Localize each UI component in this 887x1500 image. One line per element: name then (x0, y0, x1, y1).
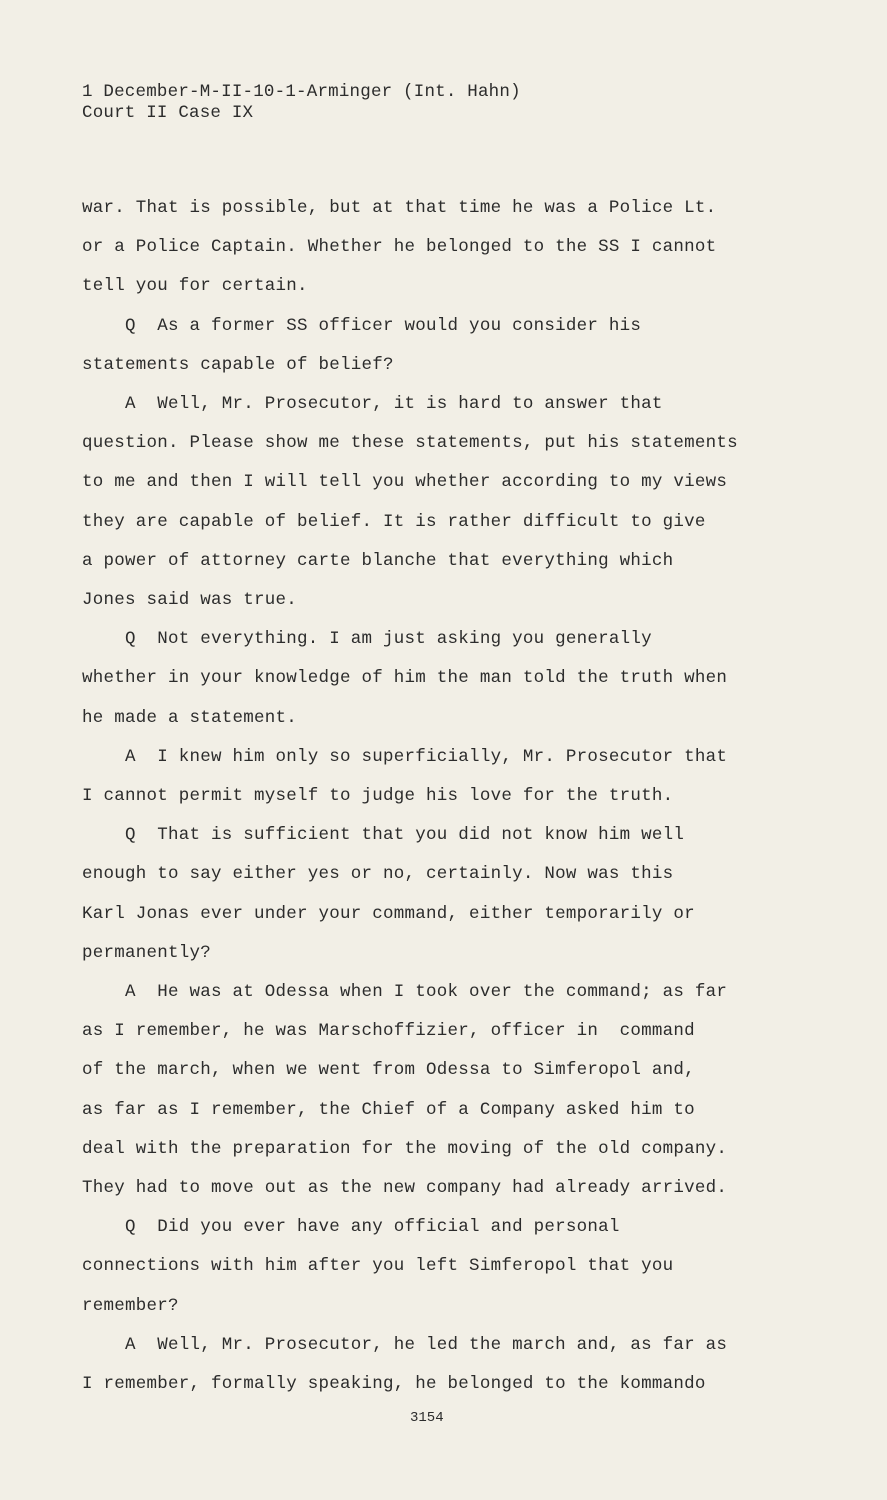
text-line: a power of attorney carte blanche that everything which (82, 550, 674, 571)
text-line: They had to move out as the new company had already arrived. (82, 1178, 728, 1198)
text-line: whether in your knowledge of him the man told the truth when (82, 668, 728, 689)
text-line: A I knew him only so superficially, Mr. Prosecutor that (82, 746, 728, 767)
text-line: A Well, Mr. Prosecutor, he led the march and, as far as (82, 1334, 728, 1355)
text-line: as far as I remember, the Chief of a Company asked him to (82, 1099, 695, 1120)
text-line: war. That is possible, but at that time he was a Police Lt. (82, 198, 717, 218)
text-line: Q As a former SS officer would you consider his (82, 315, 642, 336)
page-number: 3154 (410, 1410, 444, 1426)
text-line: Q That is sufficient that you did not know him well (82, 825, 685, 846)
text-line: connections with him after you left Simferopol that you (82, 1256, 674, 1277)
text-line: statements capable of belief? (82, 354, 394, 375)
text-line: I remember, formally speaking, he belonged to the kommando (82, 1374, 706, 1394)
text-line: A Well, Mr. Prosecutor, it is hard to answer that (82, 394, 663, 414)
text-line: remember? (82, 1295, 179, 1316)
text-line: they are capable of belief. It is rather difficult to give (82, 511, 706, 532)
text-line: question. Please show me these statements, put his statements (82, 433, 738, 454)
text-line: or a Police Captain. Whether he belonged to the SS I cannot (82, 237, 717, 258)
text-line: Q Did you ever have any official and personal (82, 1217, 620, 1238)
text-line: he made a statement. (82, 707, 298, 728)
text-line: deal with the preparation for the moving of the old company. (82, 1138, 728, 1159)
text-line: tell you for certain. (82, 276, 308, 297)
header-line-1: 1 December-M-II-10-1-Arminger (Int. Hahn) (82, 82, 521, 102)
text-line: Jones said was true. (82, 590, 298, 610)
text-line: permanently? (82, 942, 212, 963)
document-header (82, 82, 521, 124)
text-line: of the march, when we went from Odessa to Simferopol and, (82, 1060, 695, 1081)
text-line: Q Not everything. I am just asking you generally (82, 629, 652, 650)
text-line: to me and then I will tell you whether according to my views (82, 472, 728, 493)
text-line: Karl Jonas ever under your command, either temporarily or (82, 903, 695, 924)
header-line-2: Court II Case IX (82, 103, 254, 123)
text-line: enough to say either yes or no, certainly. Now was this (82, 864, 674, 885)
text-line: I cannot permit myself to judge his love for the truth. (82, 786, 674, 806)
text-line: A He was at Odessa when I took over the command; as far (82, 982, 728, 1002)
text-line: as I remember, he was Marschoffizier, officer in command (82, 1021, 695, 1042)
